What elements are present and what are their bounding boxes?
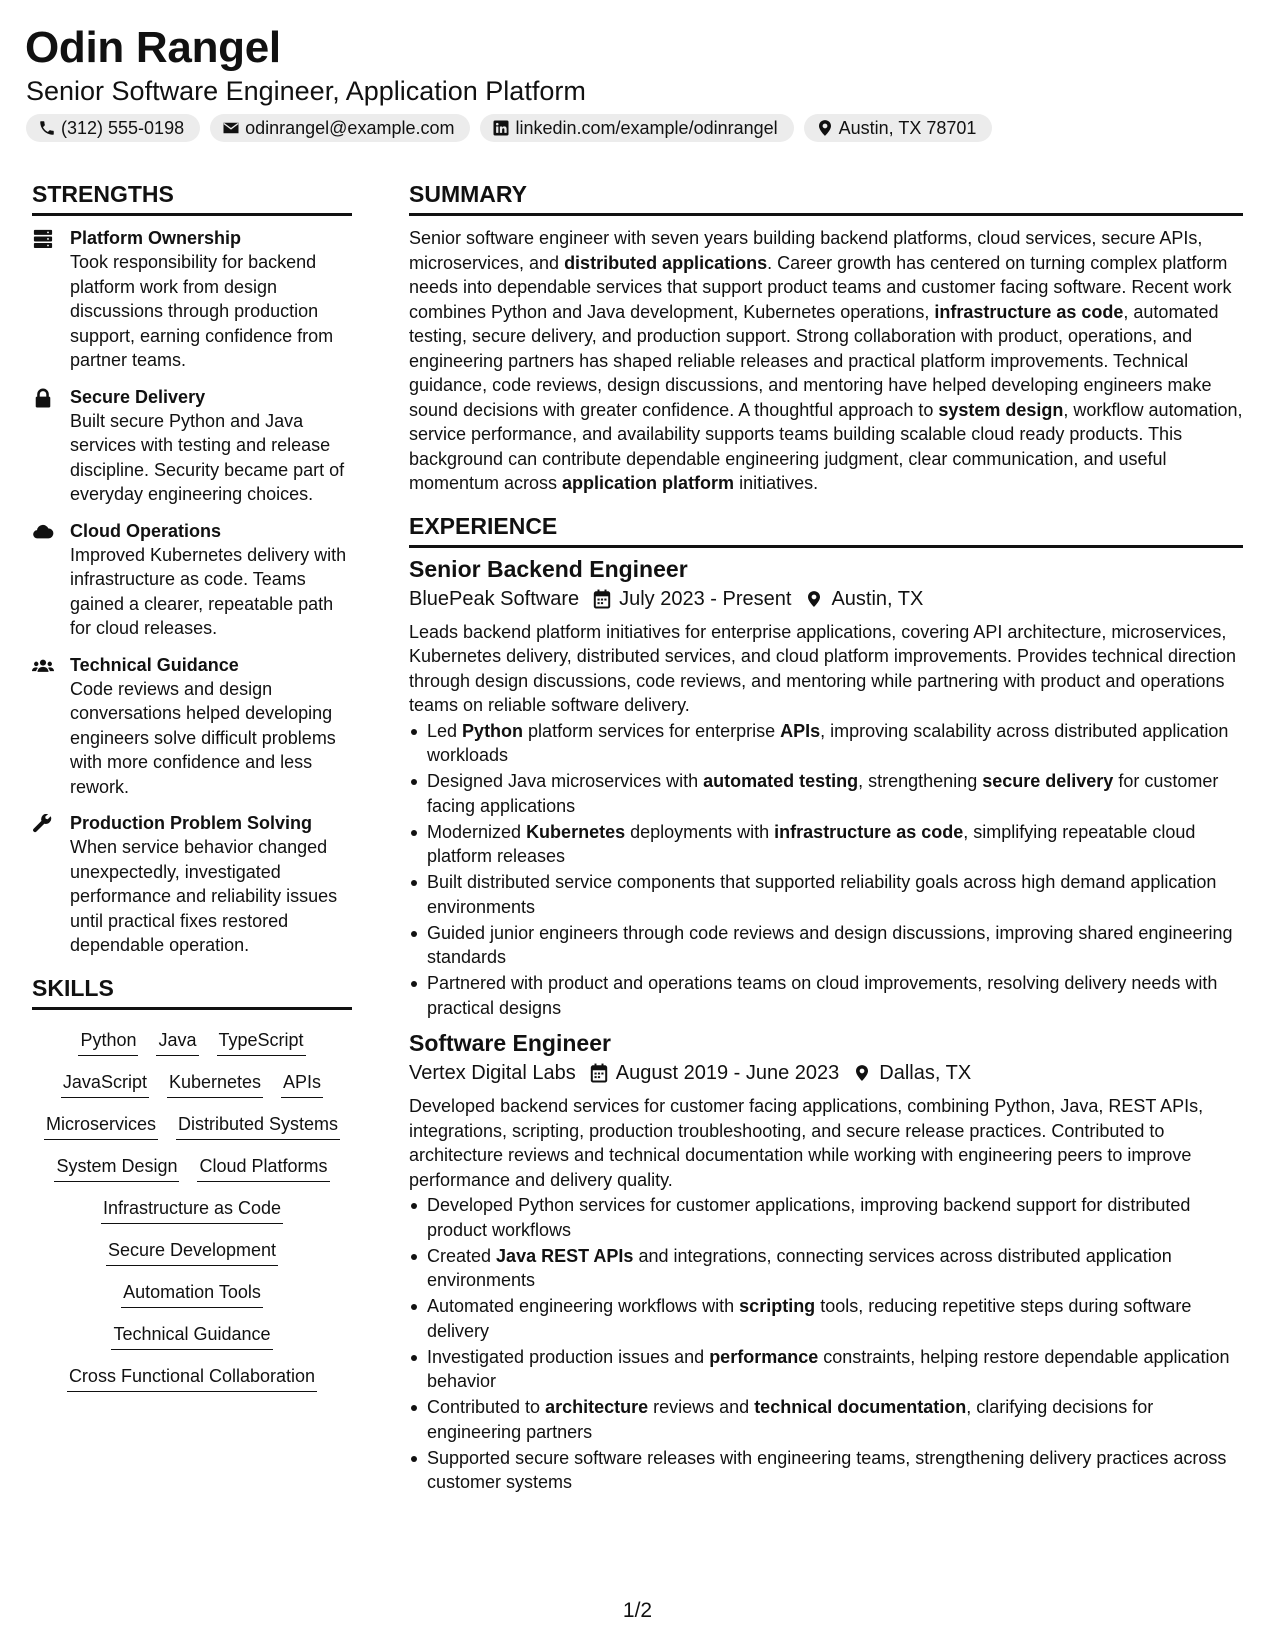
job-company: BluePeak Software [409,587,580,610]
candidate-title: Senior Software Engineer, Application Platform [26,76,586,106]
summary-heading: SUMMARY [409,180,1243,216]
skill-tag: Distributed Systems [176,1112,340,1140]
strength-desc: Code reviews and design conversations helped developing engineers solve difficult problems with more confidence and less rework. [70,678,336,797]
text-run: Created [427,1245,497,1266]
calendar-icon [593,589,611,609]
lock-icon [32,388,54,408]
server-icon [32,229,54,249]
strength-desc: Improved Kubernetes delivery with infrastructure as code. Teams gained a clearer, repeatable path for cloud releases. [70,544,347,638]
job-location: Austin, TX [831,587,924,610]
emphasis-text: infrastructure as code [934,301,1124,322]
map-pin-icon [816,119,834,137]
skill-tag: Python [78,1028,138,1056]
job-description: Developed backend services for customer facing applications, combining Python, Java, REST APIs, integrations, scripting, production troubleshooting, and secure release practices. Contributed to architecture reviews and technical documentation while working with engineering peers to improve performance and delivery quality. [409,1096,1204,1190]
job-description: Leads backend platform initiatives for enterprise applications, covering API architecture, microservices, Kubernetes delivery, distributed services, and cloud platform improvements. Provides technical direction through design discussions, code reviews, and mentoring while partnering with product and operations teams on reliable software delivery. [409,621,1237,715]
text-run: Supported secure software releases with engineering teams, strengthening delivery practices across customer systems [427,1447,1227,1492]
job-bullet [409,1446,1243,1495]
experience-heading: EXPERIENCE [409,512,1243,548]
candidate-name: Odin Rangel [25,23,281,72]
text-run: deployments with [625,821,775,842]
calendar-icon [590,1063,608,1083]
text-run: reviews and [648,1397,755,1417]
text-run: Contributed to [427,1397,546,1417]
job-bullets [409,719,1243,1021]
text-run: , strengthening [858,771,983,791]
phone-icon [38,119,56,137]
emphasis-text: scripting [739,1296,816,1316]
strength-title: Secure Delivery [70,386,206,407]
text-run: Partnered with product and operations teams on cloud improvements, resolving delivery needs with practical designs [427,973,1218,1018]
text-run: Investigated production issues and [427,1346,710,1367]
skill-tag: Cross Functional Collaboration [67,1364,317,1392]
text-run: , improving scalability across distributed application workloads [427,720,1229,765]
emphasis-text: APIs [780,720,821,741]
job-bullet [409,1294,1243,1343]
contact-location-text: Austin, TX 78701 [838,117,977,138]
page-number: 1/2 [622,1599,653,1622]
job-bullet [409,719,1243,768]
text-run: , clarifying decisions for engineering partners [427,1397,1154,1442]
skill-tag: Infrastructure as Code [101,1196,283,1224]
job-dates: August 2019 - June 2023 [615,1062,840,1084]
strength-item [32,385,352,507]
emphasis-text: secure delivery [982,771,1114,791]
emphasis-text: Python [462,720,524,741]
skill-tag: Cloud Platforms [197,1154,329,1182]
skill-tag: Secure Development [106,1238,278,1266]
job-bullet [409,1244,1243,1293]
strength-title: Cloud Operations [70,520,222,541]
strength-item [32,653,352,800]
skills-list [32,1024,352,1392]
strengths-heading: STRENGTHS [32,180,352,216]
text-run: Senior software engineer with seven years building backend platforms, cloud services, secure APIs, microservices, and [409,228,1203,273]
summary-text [409,226,1243,496]
strength-title: Technical Guidance [70,654,239,675]
text-run: platform services for enterprise [523,720,781,741]
contact-email[interactable] [210,114,470,142]
job-bullet [409,870,1243,919]
skill-tag: System Design [54,1154,179,1182]
emphasis-text: Java REST APIs [496,1245,634,1266]
job-meta [409,584,1243,614]
text-run: Designed Java microservices with [427,771,704,791]
emphasis-text: system design [938,399,1064,420]
job-bullets [409,1193,1243,1495]
emphasis-text: infrastructure as code [774,821,964,842]
skills-heading: SKILLS [32,974,352,1010]
strength-item [32,811,352,958]
text-run: tools, reducing repetitive steps during software delivery [427,1296,1192,1341]
skill-tag: APIs [281,1070,323,1098]
strength-desc: Built secure Python and Java services with testing and release discipline. Security became part of everyday engineering choices. [70,410,345,504]
text-run: Developed Python services for customer applications, improving backend support for distributed product workflows [427,1195,1191,1240]
job-bullet [409,1395,1243,1444]
job-dates: July 2023 - Present [619,587,792,610]
text-run: constraints, helping restore dependable application behavior [427,1346,1230,1391]
text-run: Led [427,720,463,741]
wrench-icon [32,814,54,834]
skill-tag: Automation Tools [121,1280,263,1308]
job-bullet [409,769,1243,818]
job-bullet [409,1193,1243,1242]
left-column [32,180,352,1392]
contact-linkedin[interactable] [480,114,793,142]
emphasis-text: application platform [562,473,735,493]
job-company: Vertex Digital Labs [409,1062,576,1084]
cloud-icon [32,522,54,542]
emphasis-text: architecture [545,1397,649,1417]
contact-linkedin-text: linkedin.com/example/odinrangel [515,117,778,138]
text-run: initiatives. [734,473,819,493]
strength-desc: Took responsibility for backend platform work from design discussions through production support, earning confidence from partner teams. [70,252,334,370]
skill-tag: Java [156,1028,198,1056]
job-bullet [409,921,1243,970]
text-run: Modernized [427,821,527,842]
contact-phone[interactable] [26,114,200,142]
linkedin-icon [492,119,510,137]
job-bullet [409,820,1243,869]
strength-item [32,519,352,641]
text-run: Guided junior engineers through code reviews and design discussions, improving shared engineering standards [427,922,1233,967]
strength-item [32,226,352,373]
skill-tag: JavaScript [61,1070,149,1098]
contact-location [804,114,993,142]
right-column [409,180,1243,1496]
envelope-icon [222,119,240,137]
skill-tag: TypeScript [217,1028,306,1056]
text-run: Built distributed service components that supported reliability goals across high demand application environments [427,872,1217,917]
emphasis-text: Kubernetes [526,821,626,842]
text-run: , automated testing, secure delivery, and production support. Strong collaboration with product, operations, and engineering partners has shaped reliable releases and practical platform improvements. Technical guidance, code reviews, design discussions, and mentoring have helped developing engineers make sound decisions with greater confidence. A thoughtful approach to [409,301,1219,420]
job-entry [409,554,1243,1021]
text-run: , workflow automation, service performance, and availability supports teams building scalable cloud ready products. This background can contribute dependable engineering judgment, clear communication, and useful momentum across [409,399,1243,493]
map-pin-icon [853,1063,871,1083]
map-pin-icon [805,589,823,609]
text-run: , simplifying repeatable cloud platform releases [427,821,1196,866]
text-run: for customer facing applications [427,771,1219,816]
contact-email-text: odinrangel@example.com [245,117,455,138]
emphasis-text: technical documentation [754,1397,967,1417]
strength-desc: When service behavior changed unexpectedly, investigated performance and reliability issues until practical fixes restored dependable operation. [70,837,338,955]
text-run: . Career growth has centered on turning complex platform needs into dependable services that support product teams and customer facing software. Recent work combines Python and Java development, Kubernetes operations, [409,252,1232,322]
emphasis-text: automated testing [703,771,859,791]
job-location: Dallas, TX [879,1062,972,1084]
strength-title: Production Problem Solving [70,813,313,833]
job-role: Senior Backend Engineer [409,555,688,582]
job-entry [409,1028,1243,1495]
strength-title: Platform Ownership [70,228,242,248]
contact-phone-text: (312) 555-0198 [61,117,185,138]
emphasis-text: distributed applications [564,252,768,273]
text-run: Automated engineering workflows with [427,1296,740,1316]
text-run: and integrations, connecting services across distributed application environments [427,1245,1172,1290]
users-icon [32,656,54,676]
job-bullet [409,971,1243,1020]
job-bullet [409,1345,1243,1394]
job-meta [409,1058,1243,1088]
contact-bar [26,114,992,142]
skill-tag: Microservices [44,1112,158,1140]
skill-tag: Kubernetes [167,1070,263,1098]
emphasis-text: performance [709,1346,819,1367]
skill-tag: Technical Guidance [111,1322,272,1350]
job-role: Software Engineer [409,1030,611,1056]
